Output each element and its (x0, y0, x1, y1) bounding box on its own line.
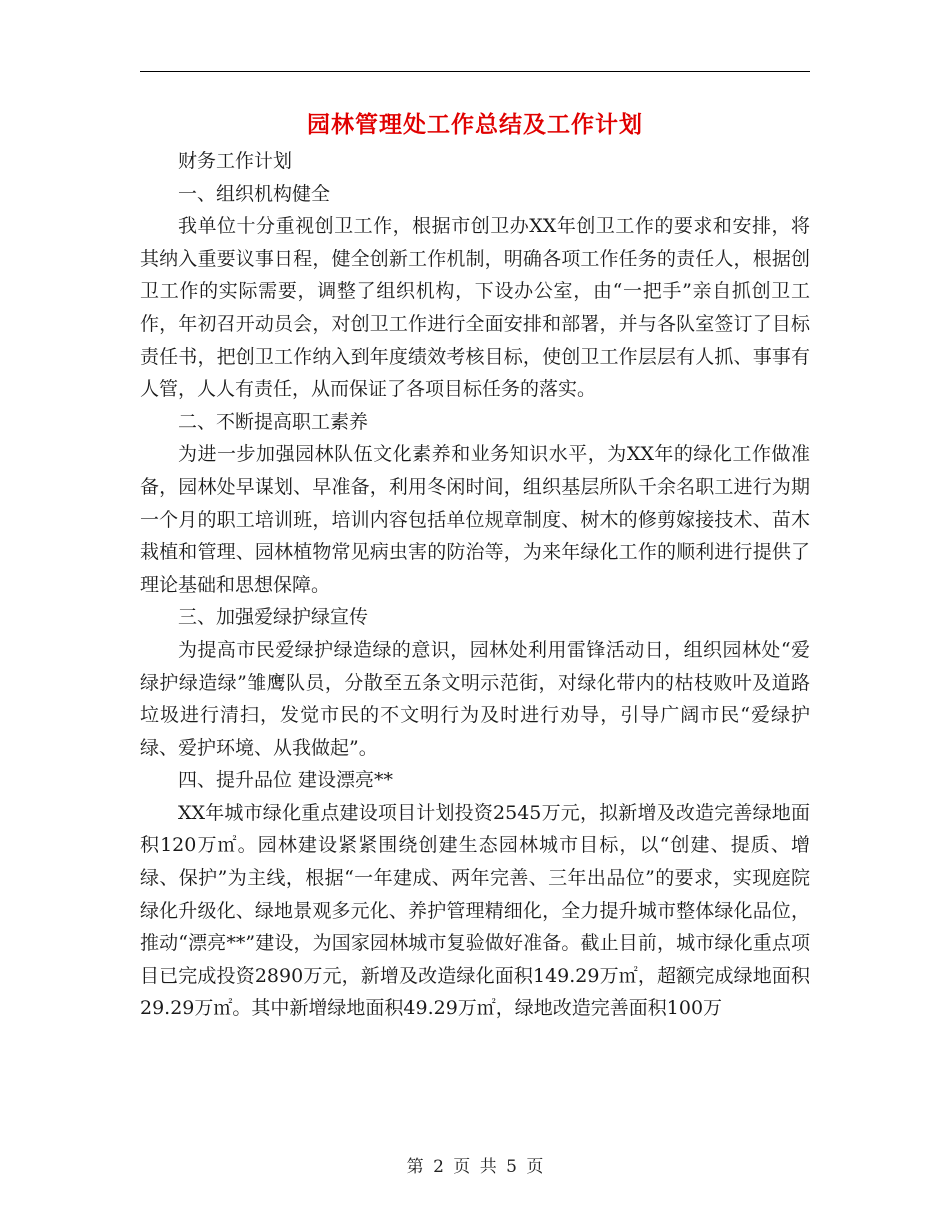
section-heading: 三、加强爱绿护绿宣传 (178, 606, 369, 629)
body-paragraph: XX年城市绿化重点建设项目计划投资2545万元，拟新增及改造完善绿地面积120万㎡。园林建设紧紧围绕创建生态园林城市目标，以“创建、提质、增绿、保护”为主线，根据“一年建成、两年完善、三年出品位”的要求，实现庭院绿化升级化、绿地景观多元化、养护管理精细化，全力提升城市整体绿化品位，推动“漂亮**”建设，为国家园林城市复验做好准备。截止目前，城市绿化重点项目已完成投资2890万元，新增及改造绿化面积149.29万㎡，超额完成绿地面积29.29万㎡。其中新增绿地面积49.29万㎡，绿地改造完善面积100万 (140, 801, 810, 1020)
body-paragraph: 我单位十分重视创卫工作，根据市创卫办XX年创卫工作的要求和安排，将其纳入重要议事日程，健全创新工作机制，明确各项工作任务的责任人，根据创卫工作的实际需要，调整了组织机构，下设办公室，由“一把手”亲自抓创卫工作，年初召开动员会，对创卫工作进行全面安排和部署，并与各队室签订了目标责任书，把创卫工作纳入到年度绩效考核目标，使创卫工作层层有人抓、事事有人管，人人有责任，从而保证了各项目标任务的落实。 (140, 215, 810, 401)
footer-label-page: 第 (406, 1157, 424, 1177)
document-title: 园林管理处工作总结及工作计划 (307, 112, 643, 138)
section-heading: 一、组织机构健全 (178, 182, 331, 205)
footer-current-page: 2 (433, 1157, 444, 1177)
footer-label-total: 共 (479, 1157, 497, 1177)
page-footer (0, 1152, 950, 1177)
footer-label-ye2: 页 (526, 1157, 544, 1177)
section-heading: 二、不断提高职工素养 (178, 410, 369, 433)
body-paragraph: 为提高市民爱绿护绿造绿的意识，园林处利用雷锋活动日，组织园林处“爱绿护绿造绿”雏鹰队员，分散至五条文明示范街，对绿化带内的枯枝败叶及道路垃圾进行清扫，发觉市民的不文明行为及时进行劝导，引导广阔市民“爱绿护绿、爱护环境、从我做起”。 (140, 638, 810, 759)
body-paragraph: 为进一步加强园林队伍文化素养和业务知识水平，为XX年的绿化工作做准备，园林处早谋划、早准备，利用冬闲时间，组织基层所队千余名职工进行为期一个月的职工培训班，培训内容包括单位规章制度、树木的修剪嫁接技术、苗木栽植和管理、园林植物常见病虫害的防治等，为来年绿化工作的顺利进行提供了理论基础和思想保障。 (140, 443, 810, 596)
footer-total-pages: 5 (506, 1157, 517, 1177)
header-rule (140, 71, 810, 72)
section-heading: 四、提升品位 建设漂亮** (178, 769, 394, 792)
section-heading: 财务工作计划 (178, 150, 293, 172)
document-body (140, 145, 810, 1025)
footer-label-ye: 页 (453, 1157, 471, 1177)
